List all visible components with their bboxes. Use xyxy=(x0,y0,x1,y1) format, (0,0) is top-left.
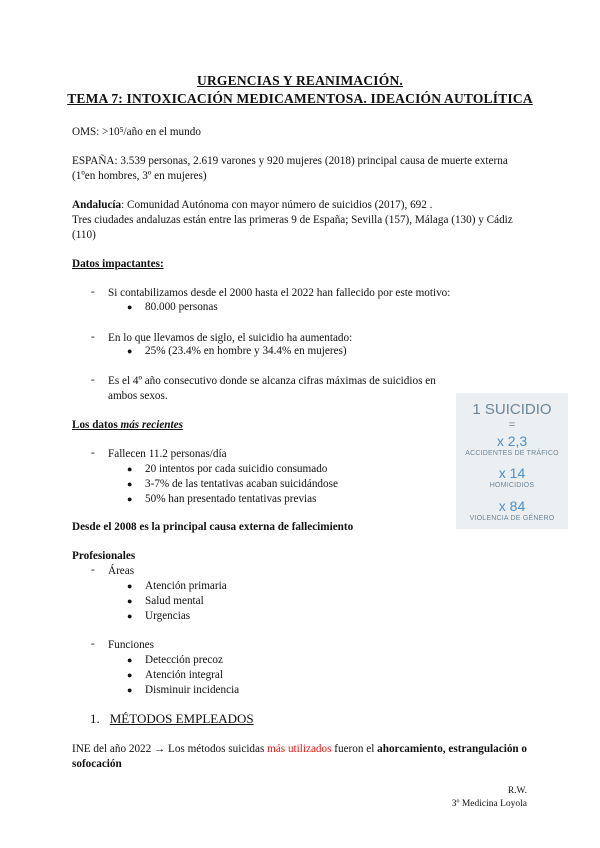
infographic-title: 1 SUICIDIO xyxy=(472,401,552,418)
footer-author: R.W. xyxy=(507,786,527,796)
andalucia-line3: (110) xyxy=(72,229,96,241)
profesionales-heading: Profesionales xyxy=(72,550,136,562)
infographic-num-3: x 84 xyxy=(498,498,526,514)
ine-red-text: más utilizados xyxy=(267,743,332,755)
ine-bold-text: ahorcamiento, estrangulación o xyxy=(377,743,528,755)
area-item: Salud mental xyxy=(145,595,204,607)
footer-course: 3º Medicina Loyola xyxy=(451,799,527,809)
andalucia-line1 xyxy=(72,198,532,213)
dash-marker: - xyxy=(91,286,95,298)
suicide-comparison-infographic xyxy=(456,393,568,529)
andalucia-line2: Tres ciudades andaluzas están entre las primeras 9 de España; Sevilla (157), Málaga (130) y Cádiz xyxy=(72,214,513,226)
recientes-heading-italic: más recientes xyxy=(120,419,183,431)
bullet-marker: ● xyxy=(127,685,133,695)
header-title-line1: URGENCIAS Y REANIMACIÓN. xyxy=(197,73,403,88)
espana-line1: ESPAÑA: 3.539 personas, 2.619 varones y 920 mujeres (2018) principal causa de muerte externa xyxy=(72,155,508,167)
area-item: Urgencias xyxy=(145,610,191,622)
oms-text: OMS: >10⁵/año en el mundo xyxy=(72,126,201,138)
impactantes-item1: Si contabilizamos desde el 2000 hasta el 2022 han fallecido por este motivo: xyxy=(108,287,451,299)
impactantes-item1-sub: 80.000 personas xyxy=(145,301,218,313)
bullet-marker: ● xyxy=(127,596,133,606)
recientes-heading-bold: Los datos xyxy=(72,419,118,431)
impactantes-item3-line1: Es el 4º año consecutivo donde se alcanza cifras máximas de suicidios en xyxy=(108,375,436,387)
recientes-sub-2: 3-7% de las tentativas acaban suicidándose xyxy=(145,478,338,490)
infographic-equals: = xyxy=(508,419,516,431)
bullet-marker: ● xyxy=(127,302,133,312)
datos-impactantes-heading: Datos impactantes: xyxy=(72,258,164,270)
impactantes-item2: En lo que llevamos de siglo, el suicidio ha aumentado: xyxy=(108,332,353,344)
infographic-label-3: VIOLENCIA DE GÉNERO xyxy=(469,515,555,522)
ine-line1 xyxy=(72,742,542,757)
areas-label: Áreas xyxy=(108,565,135,577)
ine-part1: INE del año 2022 → Los métodos suicidas xyxy=(72,743,268,755)
infographic-num-1: x 2,3 xyxy=(496,433,528,449)
andalucia-label: Andalucía xyxy=(72,199,122,211)
section-label: MÉTODOS EMPLEADOS xyxy=(109,711,254,726)
dash-marker: - xyxy=(91,447,95,459)
impactantes-item2-sub: 25% (23.4% en hombre y 34.4% en mujeres) xyxy=(145,345,347,357)
bullet-marker: ● xyxy=(127,611,133,621)
funcion-item: Atención integral xyxy=(145,669,223,681)
bullet-marker: ● xyxy=(127,479,133,489)
dash-marker: - xyxy=(91,374,95,386)
desde-2008-text: Desde el 2008 es la principal causa externa de fallecimiento xyxy=(72,521,354,533)
area-item: Atención primaria xyxy=(145,580,227,592)
funciones-label: Funciones xyxy=(108,639,154,651)
bullet-marker: ● xyxy=(127,655,133,665)
section-number: 1. xyxy=(90,711,100,726)
recientes-sub-3: 50% han presentado tentativas previas xyxy=(145,493,317,505)
recientes-item1: Fallecen 11.2 personas/día xyxy=(108,448,227,460)
section-heading-metodos xyxy=(90,711,254,727)
bullet-marker: ● xyxy=(127,581,133,591)
infographic-label-1: ACCIDENTES DE TRÁFICO xyxy=(465,450,559,457)
dash-marker: - xyxy=(91,564,95,576)
impactantes-item3-line2: ambos sexos. xyxy=(108,390,168,402)
funcion-item: Detección precoz xyxy=(145,654,223,666)
ine-line2: sofocación xyxy=(72,758,122,770)
bullet-marker: ● xyxy=(127,670,133,680)
bullet-marker: ● xyxy=(127,494,133,504)
header-title-line2: TEMA 7: INTOXICACIÓN MEDICAMENTOSA. IDEACIÓN AUTOLÍTICA xyxy=(67,91,533,106)
infographic-num-2: x 14 xyxy=(498,465,526,481)
ine-part2: fueron el xyxy=(331,743,378,755)
funcion-item: Disminuir incidencia xyxy=(145,684,240,696)
bullet-marker: ● xyxy=(127,464,133,474)
recientes-sub-1: 20 intentos por cada suicidio consumado xyxy=(145,463,328,475)
andalucia-line1-rest: : Comunidad Autónoma con mayor número de suicidios (2017), 692 . xyxy=(121,199,433,211)
espana-line2: (1ºen hombres, 3º en mujeres) xyxy=(72,170,207,182)
infographic-label-2: HOMICIDIOS xyxy=(489,482,535,489)
dash-marker: - xyxy=(91,331,95,343)
bullet-marker: ● xyxy=(127,346,133,356)
dash-marker: - xyxy=(91,638,95,650)
